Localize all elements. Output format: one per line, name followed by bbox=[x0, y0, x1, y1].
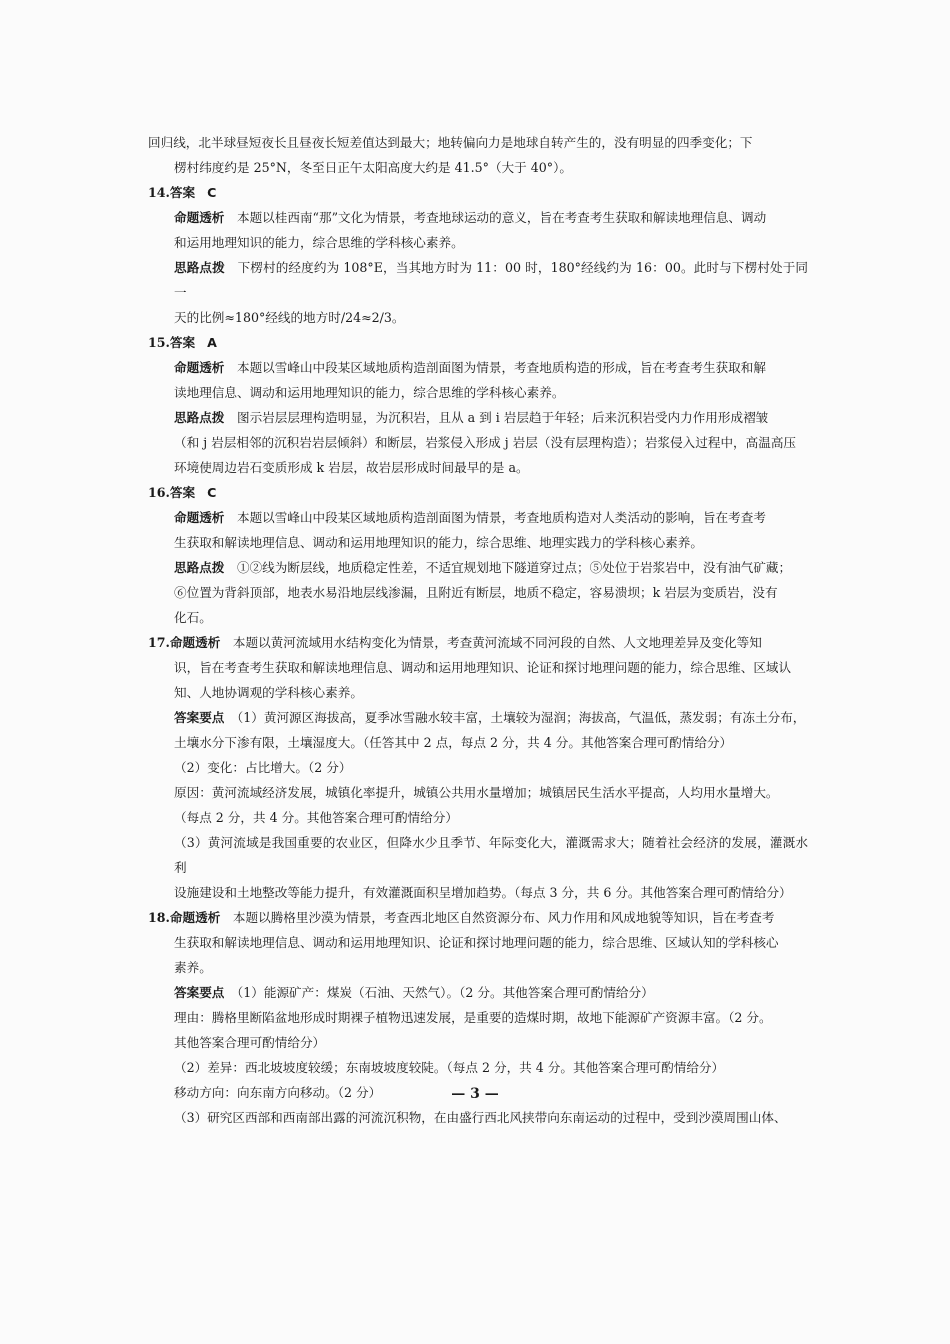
answer-value: C bbox=[207, 185, 217, 200]
answer-text: 土壤水分下渗有限，土壤湿度大。（任答其中 2 点，每点 2 分，共 4 分。其他答案合理可酌情给分） bbox=[174, 735, 733, 750]
answer-label: 答案 bbox=[169, 485, 196, 500]
question-number: 18. bbox=[148, 910, 170, 925]
hint-text: 下楞村的经度约为 108°E，当其地方时为 11：00 时，180°经线约为 16：00。此时与下楞村处于同一 bbox=[174, 260, 809, 300]
question-16 bbox=[148, 480, 808, 630]
text-line: 回归线，北半球昼短夜长且昼夜长短差值达到最大；地转偏向力是地球自转产生的，没有明显的四季变化；下 bbox=[148, 135, 753, 150]
answer-text: 原因：黄河流域经济发展，城镇化率提升，城镇公共用水量增加；城镇居民生活水平提高，人均用水量增大。 bbox=[174, 785, 779, 800]
answer-text: （1）能源矿产：煤炭（石油、天然气）。（2 分。其他答案合理可酌情给分） bbox=[236, 985, 654, 1000]
page-content bbox=[148, 130, 808, 1130]
text-line: 楞村纬度约是 25°N，冬至日正午太阳高度大约是 41.5°（大于 40°）。 bbox=[174, 160, 572, 175]
hint-text: 化石。 bbox=[174, 610, 212, 625]
hint-label: 思路点拨 bbox=[174, 260, 225, 275]
analysis-text: 素养。 bbox=[174, 960, 212, 975]
question-number: 17. bbox=[148, 635, 170, 650]
analysis-text: 知、人地协调观的学科核心素养。 bbox=[174, 685, 363, 700]
page-number: — 3 — bbox=[451, 1086, 499, 1102]
answer-text: （3）研究区西部和西南部出露的河流沉积物，在由盛行西北风挟带向东南运动的过程中，受到沙漠周围山体、 bbox=[174, 1110, 787, 1125]
analysis-text: 本题以雪峰山中段某区域地质构造剖面图为情景，考查地质构造的形成，旨在考查考生获取和解 bbox=[236, 360, 766, 375]
analysis-text: 本题以桂西南“那”文化为情景，考查地球运动的意义，旨在考查考生获取和解读地理信息、调动 bbox=[236, 210, 767, 225]
analysis-text: 生获取和解读地理信息、调动和运用地理知识的能力，综合思维、地理实践力的学科核心素养。 bbox=[174, 535, 703, 550]
question-17 bbox=[148, 630, 808, 905]
answer-text: （每点 2 分，共 4 分。其他答案合理可酌情给分） bbox=[174, 810, 458, 825]
key-points-label: 答案要点 bbox=[174, 985, 225, 1000]
question-15 bbox=[148, 330, 808, 480]
answer-value: A bbox=[207, 335, 217, 350]
analysis-text: 本题以黄河流域用水结构变化为情景，考查黄河流域不同河段的自然、人文地理差异及变化等知 bbox=[232, 635, 762, 650]
answer-text: （2）变化：占比增大。（2 分） bbox=[174, 760, 352, 775]
analysis-label: 命题透析 bbox=[169, 910, 221, 925]
hint-text: ①②线为断层线，地质稳定性差，不适宜规划地下隧道穿过点；⑤处位于岩浆岩中，没有油气矿藏； bbox=[236, 560, 792, 575]
analysis-text: 识，旨在考查考生获取和解读地理信息、调动和运用地理知识、论证和探讨地理问题的能力，综合思维、区域认 bbox=[174, 660, 792, 675]
hint-text: （和 j 岩层相邻的沉积岩岩层倾斜）和断层，岩浆侵入形成 j 岩层（没有层理构造）；岩浆侵入过程中，高温高压 bbox=[174, 435, 797, 450]
answer-text: 其他答案合理可酌情给分） bbox=[174, 1035, 326, 1050]
question-14 bbox=[148, 180, 808, 330]
answer-text: （1）黄河源区海拔高，夏季冰雪融水较丰富，土壤较为湿润；海拔高，气温低，蒸发弱；有冻土分布， bbox=[236, 710, 806, 725]
hint-text: ⑥位置为背斜顶部，地表水易沿地层线渗漏，且附近有断层，地质不稳定，容易溃坝；k 岩层为变质岩，没有 bbox=[174, 585, 778, 600]
hint-text: 天的比例≈180°经线的地方时/24≈2/3。 bbox=[174, 310, 405, 325]
answer-label: 答案 bbox=[169, 185, 196, 200]
hint-text: 环境使周边岩石变质形成 k 岩层，故岩层形成时间最早的是 a。 bbox=[174, 460, 529, 475]
hint-label: 思路点拨 bbox=[174, 410, 225, 425]
question-number: 16. bbox=[148, 485, 170, 500]
answer-value: C bbox=[207, 485, 217, 500]
analysis-text: 本题以雪峰山中段某区域地质构造剖面图为情景，考查地质构造对人类活动的影响，旨在考查考 bbox=[236, 510, 766, 525]
analysis-label: 命题透析 bbox=[174, 360, 225, 375]
question-number: 15. bbox=[148, 335, 170, 350]
analysis-text: 读地理信息、调动和运用地理知识的能力，综合思维的学科核心素养。 bbox=[174, 385, 565, 400]
analysis-label: 命题透析 bbox=[174, 210, 225, 225]
hint-text: 图示岩层层理构造明显，为沉积岩，且从 a 到 i 岩层趋于年轻；后来沉积岩受内力作用形成褶皱 bbox=[236, 410, 769, 425]
analysis-text: 本题以腾格里沙漠为情景，考查西北地区自然资源分布、风力作用和风成地貌等知识，旨在考查考 bbox=[232, 910, 775, 925]
analysis-label: 命题透析 bbox=[174, 510, 225, 525]
hint-label: 思路点拨 bbox=[174, 560, 225, 575]
key-points-label: 答案要点 bbox=[174, 710, 225, 725]
answer-text: 理由：腾格里断陷盆地形成时期裸子植物迅速发展，是重要的造煤时期，故地下能源矿产资源丰富。（2 分。 bbox=[174, 1010, 772, 1025]
answer-label: 答案 bbox=[169, 335, 196, 350]
analysis-text: 生获取和解读地理信息、调动和运用地理知识、论证和探讨地理问题的能力，综合思维、区域认知的学科核心 bbox=[174, 935, 779, 950]
analysis-text: 和运用地理知识的能力，综合思维的学科核心素养。 bbox=[174, 235, 464, 250]
answer-text: 移动方向：向东南方向移动。（2 分） bbox=[174, 1085, 382, 1100]
answer-text: 设施建设和土地整改等能力提升，有效灌溉面积呈增加趋势。（每点 3 分，共 6 分。其他答案合理可酌情给分） bbox=[174, 885, 792, 900]
answer-text: （3）黄河流域是我国重要的农业区，但降水少且季节、年际变化大，灌溉需求大；随着社会经济的发展，灌溉水利 bbox=[174, 835, 808, 875]
analysis-label: 命题透析 bbox=[169, 635, 221, 650]
answer-text: （2）差异：西北坡坡度较缓；东南坡坡度较陡。（每点 2 分，共 4 分。其他答案合理可酌情给分） bbox=[174, 1060, 725, 1075]
question-number: 14. bbox=[148, 185, 170, 200]
